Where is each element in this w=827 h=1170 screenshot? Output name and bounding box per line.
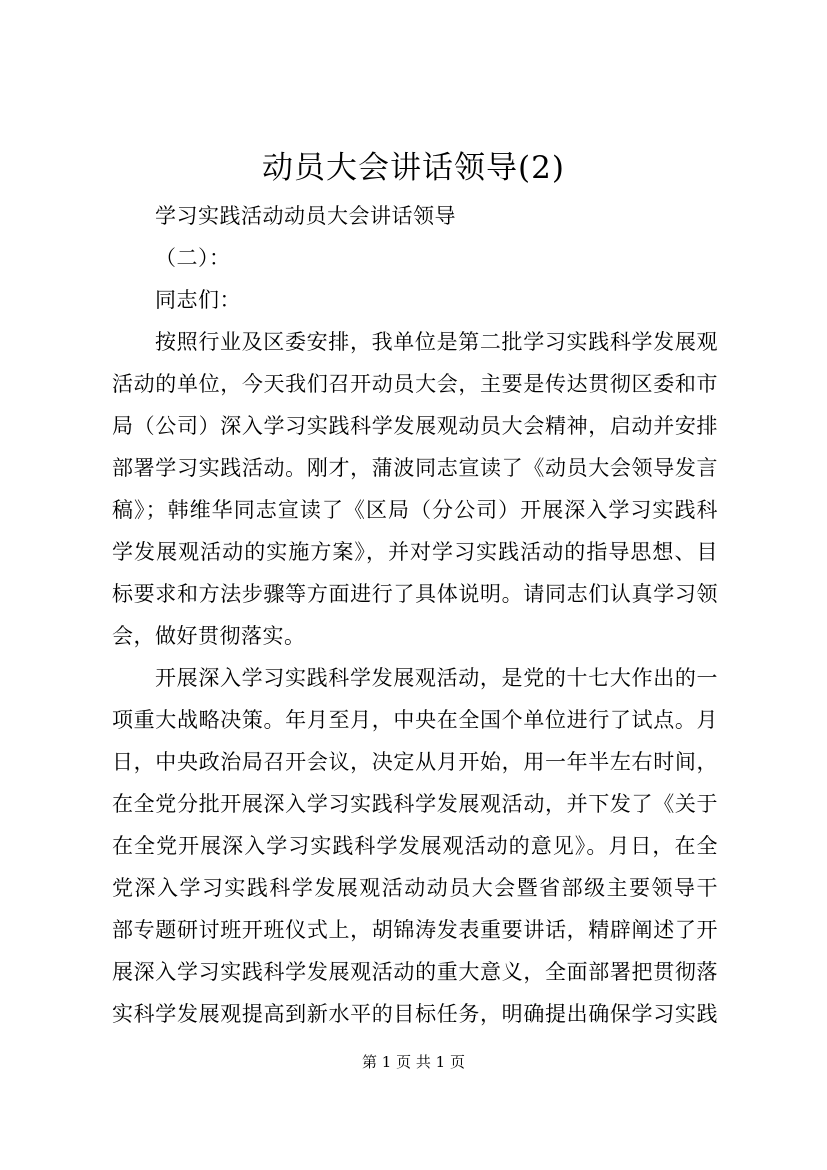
- paragraph-1-line-4: 部署学习实践活动。刚才，蒲波同志宣读了《动员大会领导发言: [112, 456, 718, 480]
- paragraph-2-line-9: 实科学发展观提高到新水平的目标任务，明确提出确保学习实践: [112, 1002, 718, 1026]
- paragraph-2-line-6: 党深入学习实践科学发展观活动动员大会暨省部级主要领导干: [112, 876, 718, 900]
- paragraph-1-line-2: 活动的单位，今天我们召开动员大会，主要是传达贯彻区委和市: [112, 372, 718, 396]
- salutation-line: 同志们：: [155, 288, 241, 312]
- paragraph-1-line-6: 学发展观活动的实施方案》，并对学习实践活动的指导思想、目: [112, 540, 718, 564]
- paragraph-1-line-1: 按照行业及区委安排，我单位是第二批学习实践科学发展观: [155, 330, 718, 354]
- paragraph-1-line-7: 标要求和方法步骤等方面进行了具体说明。请同志们认真学习领: [112, 582, 718, 606]
- paragraph-1-line-5: 稿》；韩维华同志宣读了《区局（分公司）开展深入学习实践科: [112, 498, 718, 522]
- paragraph-2-line-7: 部专题研讨班开班仪式上，胡锦涛发表重要讲话，精辟阐述了开: [112, 918, 718, 942]
- page-footer: [0, 1052, 827, 1072]
- page-number-label: 第 1 页 共 1 页: [362, 1053, 465, 1071]
- paragraph-2-line-5: 在全党开展深入学习实践科学发展观活动的意见》。月日，在全: [112, 834, 718, 858]
- paragraph-2-line-8: 展深入学习实践科学发展观活动的重大意义，全面部署把贯彻落: [112, 960, 718, 984]
- document-body: [112, 195, 718, 1035]
- subtitle-line: 学习实践活动动员大会讲话领导: [155, 204, 456, 228]
- paragraph-2-line-3: 日，中央政治局召开会议，决定从月开始，用一年半左右时间，: [112, 750, 718, 774]
- paragraph-2-line-1: 开展深入学习实践科学发展观活动，是党的十七大作出的一: [155, 666, 718, 690]
- paragraph-1-line-3: 局（公司）深入学习实践科学发展观动员大会精神，启动并安排: [112, 414, 718, 438]
- paragraph-2-line-4: 在全党分批开展深入学习实践科学发展观活动，并下发了《关于: [112, 792, 718, 816]
- subtitle-part-line: （二）：: [155, 246, 231, 270]
- paragraph-2-line-2: 项重大战略决策。年月至月，中央在全国个单位进行了试点。月: [112, 708, 718, 732]
- paragraph-1-line-8: 会，做好贯彻落实。: [112, 624, 306, 648]
- document-title: 动员大会讲话领导(2): [262, 150, 565, 186]
